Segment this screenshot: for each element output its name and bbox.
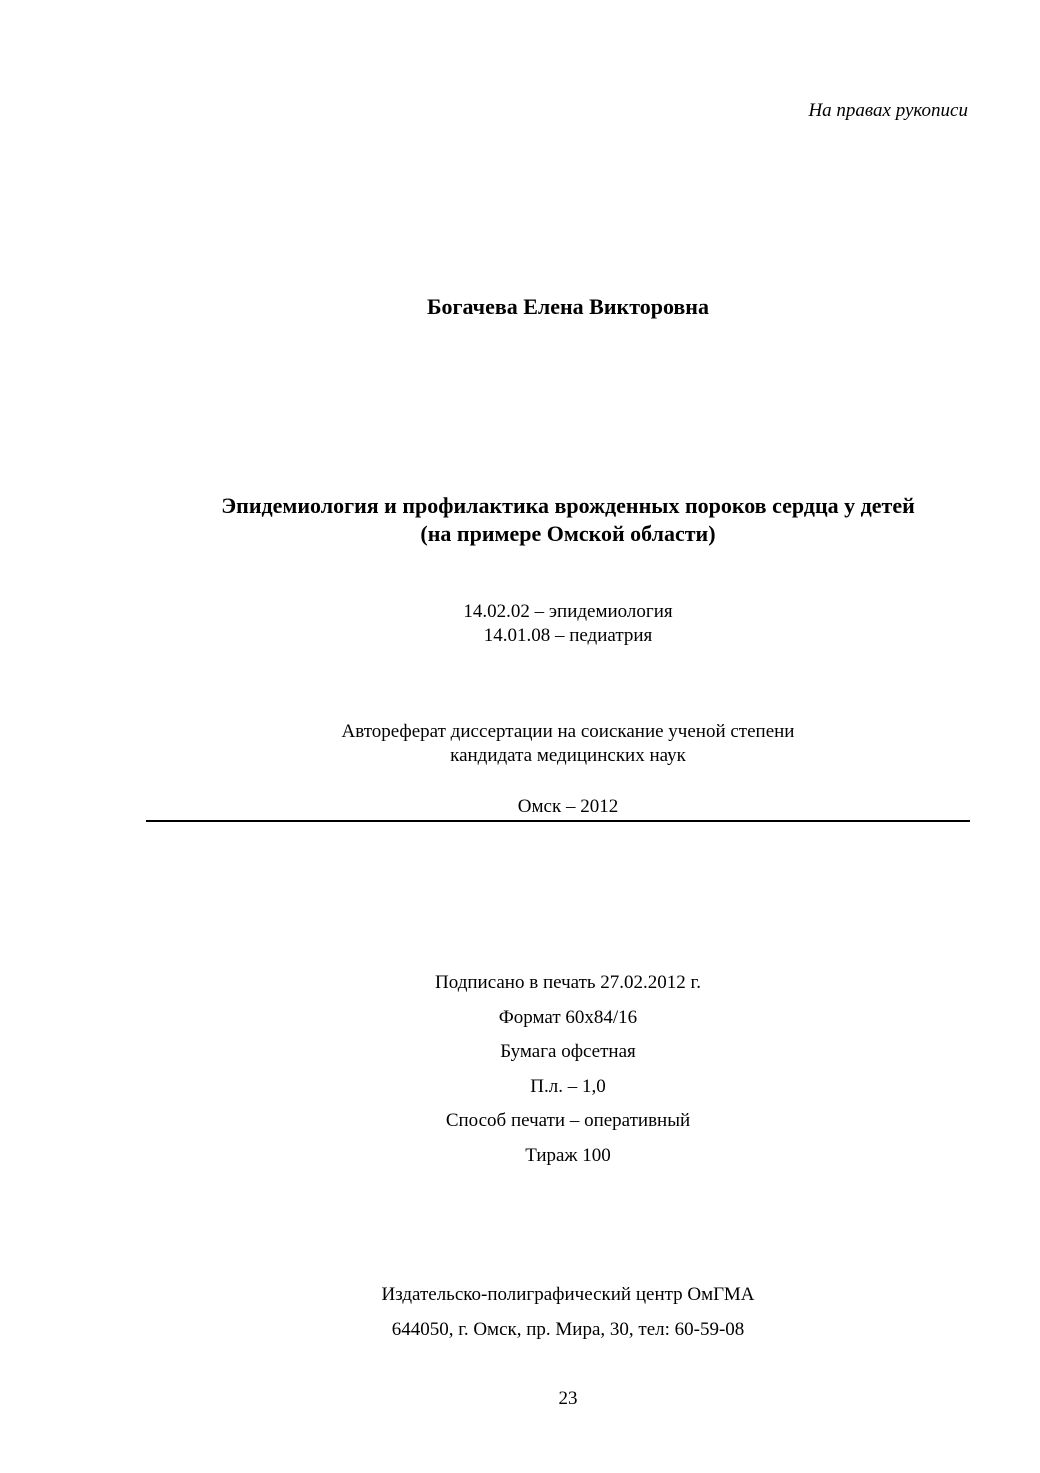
place-year: Омск – 2012	[517, 796, 619, 817]
specialty-codes	[48, 600, 1040, 648]
specialty-line: 14.02.02 – эпидемиология	[463, 601, 673, 622]
specialty-line: 14.01.08 – педиатрия	[483, 625, 653, 646]
degree-line-1: Автореферат диссертации на соискание ученой степени	[341, 721, 795, 742]
publisher-block	[48, 1278, 1040, 1347]
imprint-line: Бумага офсетная	[500, 1041, 636, 1062]
title-line-1: Эпидемиология и профилактика врожденных пороков сердца у детей	[221, 493, 915, 518]
degree-line-2: кандидата медицинских наук	[450, 745, 686, 766]
imprint-block	[48, 966, 1040, 1173]
title-line-2: (на примере Омской области)	[420, 521, 716, 546]
degree-statement	[48, 720, 1040, 768]
dissertation-title	[48, 492, 1040, 548]
horizontal-divider	[146, 820, 970, 822]
author-name: Богачева Елена Викторовна	[427, 294, 709, 319]
publisher-name: Издательско-полиграфический центр ОмГМА	[381, 1284, 755, 1305]
imprint-line: Формат 60x84/16	[498, 1006, 638, 1028]
imprint-line: П.л. – 1,0	[530, 1075, 606, 1097]
page-number: 23	[558, 1388, 578, 1409]
imprint-line: Способ печати – оперативный	[445, 1110, 691, 1131]
publisher-address: 644050, г. Омск, пр. Мира, 30, тел: 60-59-08	[391, 1318, 745, 1340]
imprint-line: Подписано в печать 27.02.2012 г.	[435, 972, 701, 993]
imprint-line: Тираж 100	[525, 1144, 611, 1166]
manuscript-notice: На правах рукописи	[808, 100, 968, 121]
